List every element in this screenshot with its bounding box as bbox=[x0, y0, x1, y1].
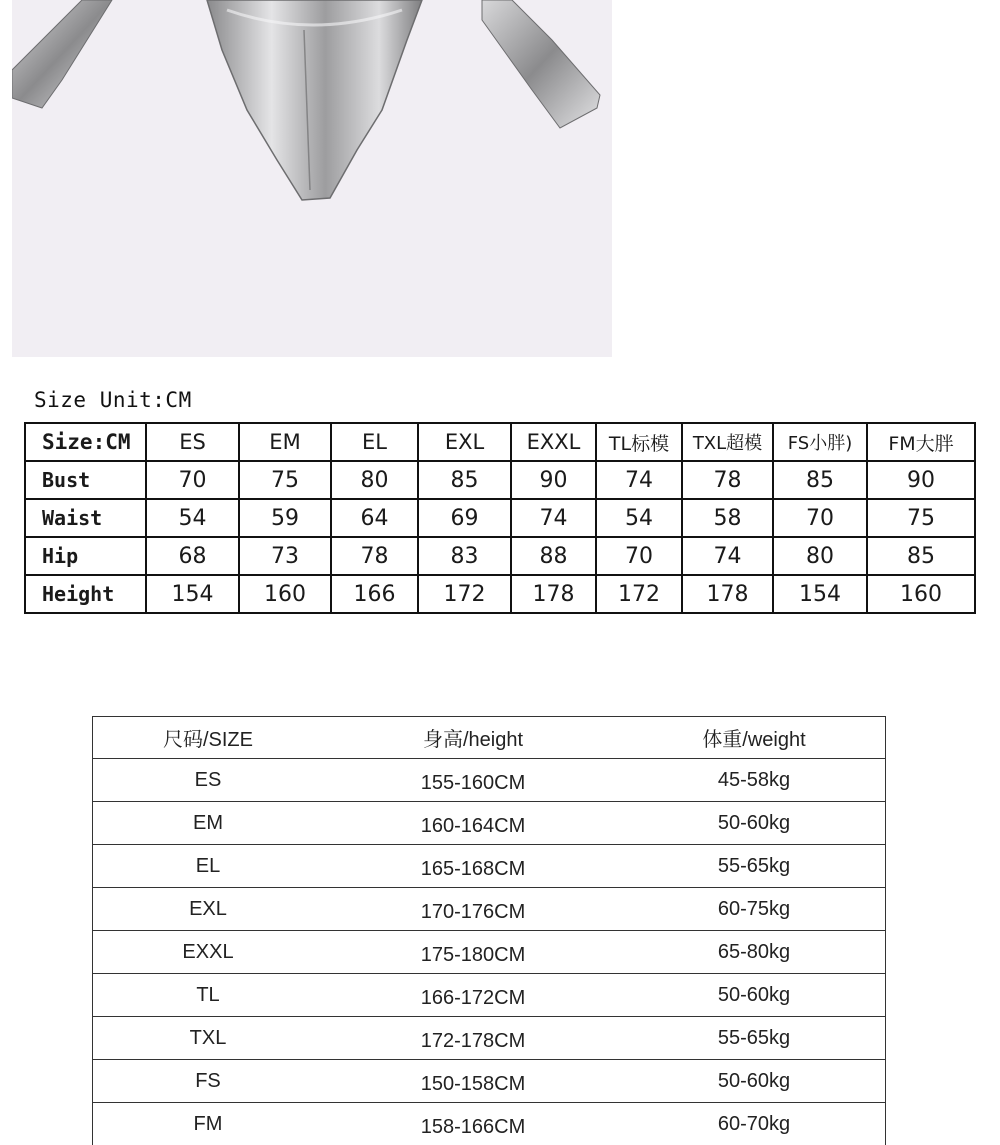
table-cell: 70 bbox=[596, 537, 682, 575]
weight-cell: 50-60kg bbox=[717, 983, 791, 1006]
weight-cell: 45-58kg bbox=[717, 768, 791, 791]
table-cell: 154 bbox=[773, 575, 867, 613]
size-cell: FM bbox=[193, 1112, 223, 1135]
weight-cell: 60-75kg bbox=[717, 897, 791, 920]
table-cell: 75 bbox=[867, 499, 975, 537]
table-cell: 69 bbox=[418, 499, 511, 537]
header-cell: TL标模 bbox=[596, 423, 682, 461]
measurement-row-waist bbox=[25, 499, 975, 537]
header-cell: EM bbox=[239, 423, 331, 461]
silver-bodysuit-image bbox=[12, 0, 612, 357]
table-cell: 160 bbox=[867, 575, 975, 613]
header-cell: FM大胖 bbox=[867, 423, 975, 461]
size-cell: ES bbox=[194, 768, 222, 791]
table-cell: 54 bbox=[146, 499, 239, 537]
weight-cell: 65-80kg bbox=[717, 940, 791, 963]
row-label: Bust bbox=[25, 461, 146, 499]
size-guide-table bbox=[92, 716, 886, 1145]
size-cell: EXL bbox=[189, 897, 227, 920]
weight-cell: 55-65kg bbox=[717, 854, 791, 877]
size-cell: EM bbox=[193, 811, 223, 834]
measurement-row-bust bbox=[25, 461, 975, 499]
height-cell: 155-160CM bbox=[420, 771, 526, 794]
product-photo bbox=[12, 0, 612, 357]
table-cell: 172 bbox=[596, 575, 682, 613]
table-cell: 75 bbox=[239, 461, 331, 499]
height-cell: 170-176CM bbox=[420, 900, 526, 923]
header-cell: FS小胖) bbox=[773, 423, 867, 461]
height-cell: 166-172CM bbox=[420, 986, 526, 1009]
guide-row bbox=[93, 1017, 885, 1060]
table-cell: 85 bbox=[418, 461, 511, 499]
guide-row bbox=[93, 931, 885, 974]
table-cell: 160 bbox=[239, 575, 331, 613]
weight-cell: 50-60kg bbox=[717, 811, 791, 834]
table-cell: 80 bbox=[773, 537, 867, 575]
header-cell: EXXL bbox=[511, 423, 596, 461]
table-cell: 90 bbox=[511, 461, 596, 499]
height-cell: 175-180CM bbox=[420, 943, 526, 966]
measurement-header-row bbox=[25, 423, 975, 461]
table-cell: 59 bbox=[239, 499, 331, 537]
header-cell: EL bbox=[331, 423, 418, 461]
row-label: Waist bbox=[25, 499, 146, 537]
table-cell: 178 bbox=[682, 575, 773, 613]
table-cell: 70 bbox=[146, 461, 239, 499]
height-cell: 165-168CM bbox=[420, 857, 526, 880]
table-cell: 178 bbox=[511, 575, 596, 613]
guide-header-row bbox=[93, 717, 885, 759]
height-cell: 150-158CM bbox=[420, 1072, 526, 1095]
size-column-header: 尺码/SIZE bbox=[162, 729, 253, 751]
table-cell: 85 bbox=[773, 461, 867, 499]
table-cell: 80 bbox=[331, 461, 418, 499]
size-measurement-table bbox=[24, 422, 976, 614]
guide-row bbox=[93, 845, 885, 888]
table-cell: 154 bbox=[146, 575, 239, 613]
table-cell: 74 bbox=[511, 499, 596, 537]
size-cell: EXXL bbox=[182, 940, 234, 963]
size-cell: EL bbox=[195, 854, 221, 877]
table-cell: 166 bbox=[331, 575, 418, 613]
table-cell: 90 bbox=[867, 461, 975, 499]
guide-row bbox=[93, 1060, 885, 1103]
table-cell: 64 bbox=[331, 499, 418, 537]
row-label: Height bbox=[25, 575, 146, 613]
guide-row bbox=[93, 974, 885, 1017]
table-cell: 78 bbox=[682, 461, 773, 499]
table-cell: 73 bbox=[239, 537, 331, 575]
header-cell: Size:CM bbox=[25, 423, 146, 461]
table-cell: 58 bbox=[682, 499, 773, 537]
header-cell: EXL bbox=[418, 423, 511, 461]
guide-row bbox=[93, 759, 885, 802]
height-cell: 158-166CM bbox=[420, 1115, 526, 1138]
row-label: Hip bbox=[25, 537, 146, 575]
weight-cell: 50-60kg bbox=[717, 1069, 791, 1092]
weight-cell: 60-70kg bbox=[717, 1112, 791, 1135]
size-unit-title: Size Unit:CM bbox=[34, 388, 192, 412]
height-cell: 172-178CM bbox=[420, 1029, 526, 1052]
header-cell: TXL超模 bbox=[682, 423, 773, 461]
weight-column-header: 体重/weight bbox=[702, 729, 806, 751]
guide-row bbox=[93, 1103, 885, 1145]
guide-row bbox=[93, 888, 885, 931]
size-cell: FS bbox=[195, 1069, 221, 1092]
table-cell: 70 bbox=[773, 499, 867, 537]
height-cell: 160-164CM bbox=[420, 814, 526, 837]
weight-cell: 55-65kg bbox=[717, 1026, 791, 1049]
table-cell: 74 bbox=[682, 537, 773, 575]
table-cell: 74 bbox=[596, 461, 682, 499]
guide-row bbox=[93, 802, 885, 845]
height-column-header: 身高/height bbox=[422, 729, 524, 751]
table-cell: 88 bbox=[511, 537, 596, 575]
size-cell: TL bbox=[196, 983, 220, 1006]
measurement-row-hip bbox=[25, 537, 975, 575]
measurement-row-height bbox=[25, 575, 975, 613]
table-cell: 68 bbox=[146, 537, 239, 575]
header-cell: ES bbox=[146, 423, 239, 461]
table-cell: 54 bbox=[596, 499, 682, 537]
size-cell: TXL bbox=[189, 1026, 227, 1049]
table-cell: 78 bbox=[331, 537, 418, 575]
table-cell: 172 bbox=[418, 575, 511, 613]
table-cell: 85 bbox=[867, 537, 975, 575]
table-cell: 83 bbox=[418, 537, 511, 575]
